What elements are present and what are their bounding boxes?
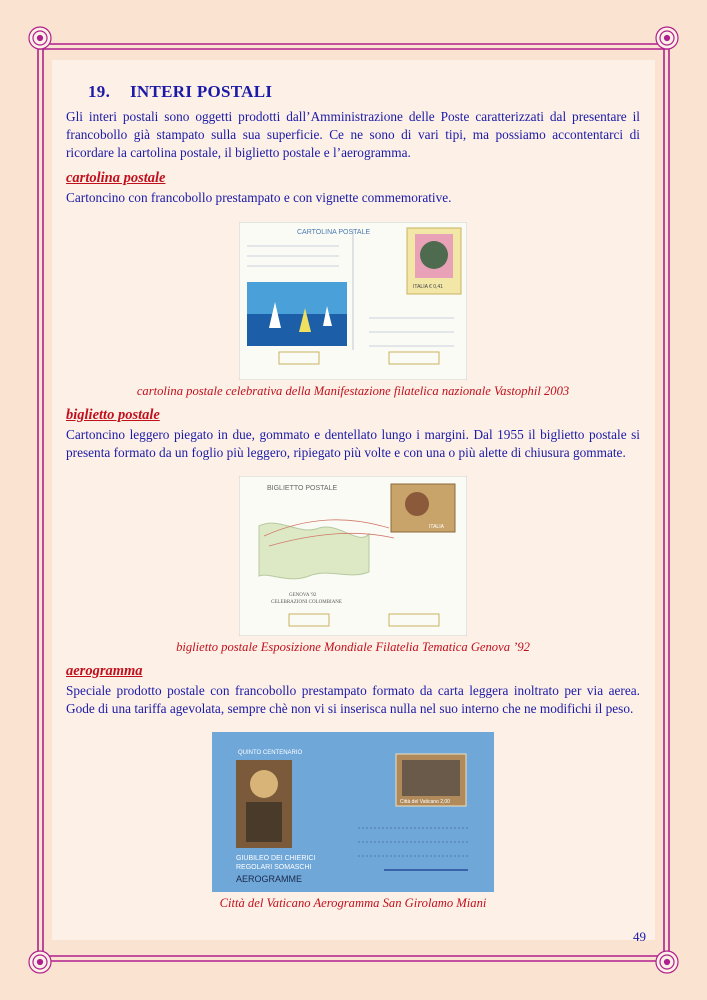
- text-biglietto: Cartoncino leggero piegato in due, gommato e dentellato lungo i margini. Dal 1955 il biglietto postale si presenta formato da un foglio più leggero, ripiegato più volte e con una o più alette di chiusura gommate.: [66, 427, 640, 460]
- heading-aerogramma: aerogramma: [66, 663, 143, 679]
- letter-card-image: [239, 476, 467, 636]
- section-title-text: INTERI POSTALI: [130, 82, 273, 101]
- main-content: [66, 82, 640, 911]
- figure-biglietto: [239, 476, 467, 636]
- figure-aerogramma: [212, 732, 494, 892]
- postcard-stamp-label: ITALIA € 0,41: [413, 284, 443, 290]
- aerogram-label: AEROGRAMME: [236, 874, 303, 884]
- letter-card-stamp-label: ITALIA: [429, 524, 444, 530]
- caption-cartolina: cartolina postale celebrativa della Manifestazione filatelica nazionale Vastophil 2003: [136, 384, 570, 398]
- caption-biglietto: biglietto postale Esposizione Mondiale Filatelia Tematica Genova ’92: [176, 640, 530, 654]
- page-number: 49: [633, 929, 646, 944]
- figure-cartolina: [239, 222, 467, 380]
- intro-paragraph: Gli interi postali sono oggetti prodotti dall’Amministrazione delle Poste caratterizzati dal presentare il francobollo già stampato sulla sua superficie. Ce ne sono di vari tipi, ma possiamo accontentarci di ricordare la cartolina postale, il biglietto postale e l’aerogramma.: [66, 109, 640, 160]
- aerogram-sublabel-2: REGOLARI SOMASCHI: [236, 864, 312, 871]
- letter-card-sublabel-1: GENOVA '92: [289, 593, 317, 598]
- letter-card-label: BIGLIETTO POSTALE: [267, 485, 338, 492]
- aerogram-sublabel-1: GIUBILEO DEI CHIERICI: [236, 855, 316, 862]
- postcard-image: [239, 222, 467, 380]
- postcard-label: CARTOLINA POSTALE: [297, 229, 371, 236]
- caption-aerogramma: Città del Vaticano Aerogramma San Girolamo Miani: [219, 896, 487, 910]
- aerogram-stamp-label: Città del Vaticano 2,00: [400, 799, 450, 805]
- text-cartolina: Cartoncino con francobollo prestampato e con vignette commemorative.: [66, 190, 452, 205]
- heading-biglietto: biglietto postale: [66, 407, 160, 423]
- heading-cartolina: cartolina postale: [66, 170, 166, 186]
- text-aerogramma: Speciale prodotto postale con francobollo prestampato formato da carta leggera inoltrato per via aerea. Gode di una tariffa agevolata, sempre chè non vi si inserisca nulla nel suo interno che ne modifichi il peso.: [66, 683, 640, 716]
- aerogram-image: [212, 732, 494, 892]
- section-number: 19.: [88, 82, 111, 101]
- section-title: [66, 82, 640, 102]
- aerogram-top-label: QUINTO CENTENARIO: [238, 750, 303, 756]
- letter-card-sublabel-2: CELEBRAZIONI COLOMBIANE: [271, 600, 342, 605]
